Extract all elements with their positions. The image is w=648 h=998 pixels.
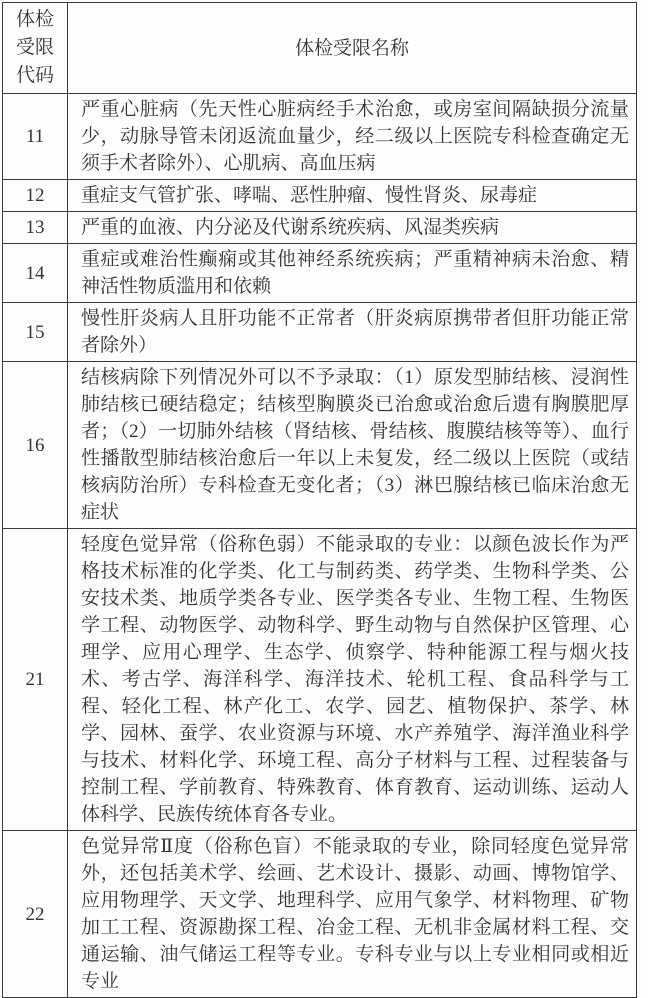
table-row (3, 94, 637, 180)
table-row (3, 831, 637, 998)
restriction-code: 15 (3, 303, 68, 362)
restriction-code: 11 (3, 94, 68, 180)
table-row (3, 244, 637, 303)
restriction-name: 重症或难治性癫痫或其他神经系统疾病；严重精神病未治愈、精神活性物质滥用和依赖 (68, 244, 637, 303)
table-row (3, 212, 637, 244)
header-restriction-code: 体检受限代码 (3, 3, 68, 94)
restriction-code: 16 (3, 362, 68, 529)
table-row (3, 180, 637, 212)
restriction-name: 重症支气管扩张、哮喘、恶性肿瘤、慢性肾炎、尿毒症 (68, 180, 637, 212)
restriction-name: 慢性肝炎病人且肝功能不正常者（肝炎病原携带者但肝功能正常者除外） (68, 303, 637, 362)
medical-restriction-table (2, 2, 637, 998)
restriction-name: 轻度色觉异常（俗称色弱）不能录取的专业：以颜色波长作为严格技术标准的化学类、化工与制药类、药学类、生物科学类、公安技术类、地质学类各专业、医学类各专业、生物工程、生物医学工程、动物医学、动物科学、野生动物与自然保护区管理、心理学、应用心理学、生态学、侦察学、特种能源工程与烟火技术、考古学、海洋科学、海洋技术、轮机工程、食品科学与工程、轻化工程、林产化工、农学、园艺、植物保护、茶学、林学、园林、蚕学、农业资源与环境、水产养殖学、海洋渔业科学与技术、材料化学、环境工程、高分子材料与工程、过程装备与控制工程、学前教育、特殊教育、体育教育、运动训练、运动人体科学、民族传统体育各专业。 (68, 529, 637, 831)
restriction-name: 结核病除下列情况外可以不予录取：（1）原发型肺结核、浸润性肺结核已硬结稳定；结核型胸膜炎已治愈或治愈后遗有胸膜肥厚者；（2）一切肺外结核（肾结核、骨结核、腹膜结核等等）、血行性播散型肺结核治愈后一年以上未复发，经二级以上医院（或结核病防治所）专科检查无变化者；（3）淋巴腺结核已临床治愈无症状 (68, 362, 637, 529)
restriction-name: 色觉异常Ⅱ度（俗称色盲）不能录取的专业，除同轻度色觉异常外，还包括美术学、绘画、艺术设计、摄影、动画、博物馆学、应用物理学、天文学、地理科学、应用气象学、材料物理、矿物加工工程、资源勘探工程、冶金工程、无机非金属材料工程、交通运输、油气储运工程等专业。专科专业与以上专业相同或相近专业 (68, 831, 637, 998)
restriction-code: 13 (3, 212, 68, 244)
table-header-row (3, 3, 637, 94)
table-row (3, 362, 637, 529)
restriction-code: 21 (3, 529, 68, 831)
table-row (3, 303, 637, 362)
restriction-name: 严重的血液、内分泌及代谢系统疾病、风湿类疾病 (68, 212, 637, 244)
restriction-code: 22 (3, 831, 68, 998)
restriction-code: 12 (3, 180, 68, 212)
restriction-name: 严重心脏病（先天性心脏病经手术治愈，或房室间隔缺损分流量少，动脉导管未闭返流血量少，经二级以上医院专科检查确定无须手术者除外）、心肌病、高血压病 (68, 94, 637, 180)
header-restriction-name: 体检受限名称 (68, 3, 637, 94)
restriction-code: 14 (3, 244, 68, 303)
table-row (3, 529, 637, 831)
